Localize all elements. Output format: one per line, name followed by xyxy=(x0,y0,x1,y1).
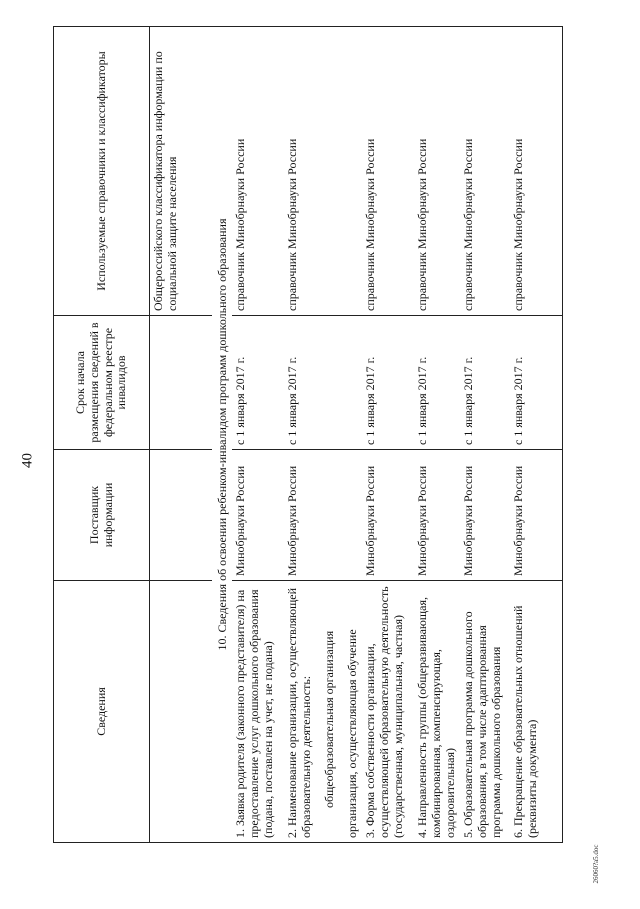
classifier-note-row xyxy=(150,27,212,843)
row-info: 2. Наименование организации, осуществляющей образовательную деятельность: xyxy=(285,587,314,838)
row-start-date: с 1 января 2017 г. xyxy=(414,316,460,450)
table-body xyxy=(150,27,563,843)
column-header-provider: Поставщик информации xyxy=(54,450,150,581)
table-row xyxy=(414,27,460,843)
document-code: 26060?a5.doc xyxy=(592,844,600,884)
column-header-start-date: Срок начала размещения сведений в федеральном реестре инвалидов xyxy=(54,316,150,450)
page-number: 40 xyxy=(19,453,36,468)
row-info: 5. Образовательная программа дошкольного образования, в том числе адаптированная программа дошкольного образования xyxy=(460,581,510,843)
row-classifier: справочник Минобрнауки России xyxy=(510,27,562,316)
table-row xyxy=(362,27,414,843)
row-classifier: справочник Минобрнауки России xyxy=(414,27,460,316)
table-row xyxy=(284,27,362,843)
row-info: 1. Заявка родителя (законного представителя) на предоставление услуг дошкольного образования (подана, поставлен на учет, не подана) xyxy=(232,581,284,843)
row-info: 4. Направленность группы (общеразвивающая, комбинированная, компенсирующая, оздоровительная) xyxy=(414,581,460,843)
header-row xyxy=(54,27,150,843)
section-title: 10. Сведения об освоении ребенком-инвалидом программ дошкольного образования xyxy=(212,27,233,843)
row-provider: Минобрнауки России xyxy=(460,450,510,581)
row-classifier: справочник Минобрнауки России xyxy=(362,27,414,316)
row-provider: Минобрнауки России xyxy=(284,450,362,581)
table-row xyxy=(510,27,562,843)
row-info: 3. Форма собственности организации, осуществляющей образовательную деятельность (государственная, муниципальная, частная) xyxy=(362,581,414,843)
row-start-date: с 1 января 2017 г. xyxy=(232,316,284,450)
row-classifier: справочник Минобрнауки России xyxy=(232,27,284,316)
row-start-date: с 1 января 2017 г. xyxy=(460,316,510,450)
table-row xyxy=(232,27,284,843)
row-start-date: с 1 января 2017 г. xyxy=(362,316,414,450)
table-header xyxy=(54,27,150,843)
classifier-note: Общероссийского классификатора информации по социальной защите населения xyxy=(151,51,179,311)
registry-table xyxy=(53,26,563,843)
row-provider: Минобрнауки России xyxy=(414,450,460,581)
row-classifier: справочник Минобрнауки России xyxy=(460,27,510,316)
rotated-page-content xyxy=(53,27,609,843)
table-row xyxy=(460,27,510,843)
column-header-classifiers: Используемые справочники и классификаторы xyxy=(54,27,150,316)
row-start-date: с 1 января 2017 г. xyxy=(510,316,562,450)
row-info: 6. Прекращение образовательных отношений (реквизиты документа) xyxy=(510,581,562,843)
row-info-subitem: общеобразовательная организация xyxy=(322,630,337,808)
column-header-info: Сведения xyxy=(54,581,150,843)
row-start-date: с 1 января 2017 г. xyxy=(284,316,362,450)
section-title-row xyxy=(212,27,233,843)
row-provider: Минобрнауки России xyxy=(232,450,284,581)
row-info-subitem: организация, осуществляющая обучение xyxy=(345,629,360,838)
row-provider: Минобрнауки России xyxy=(362,450,414,581)
row-classifier: справочник Минобрнауки России xyxy=(284,27,362,316)
row-provider: Минобрнауки России xyxy=(510,450,562,581)
